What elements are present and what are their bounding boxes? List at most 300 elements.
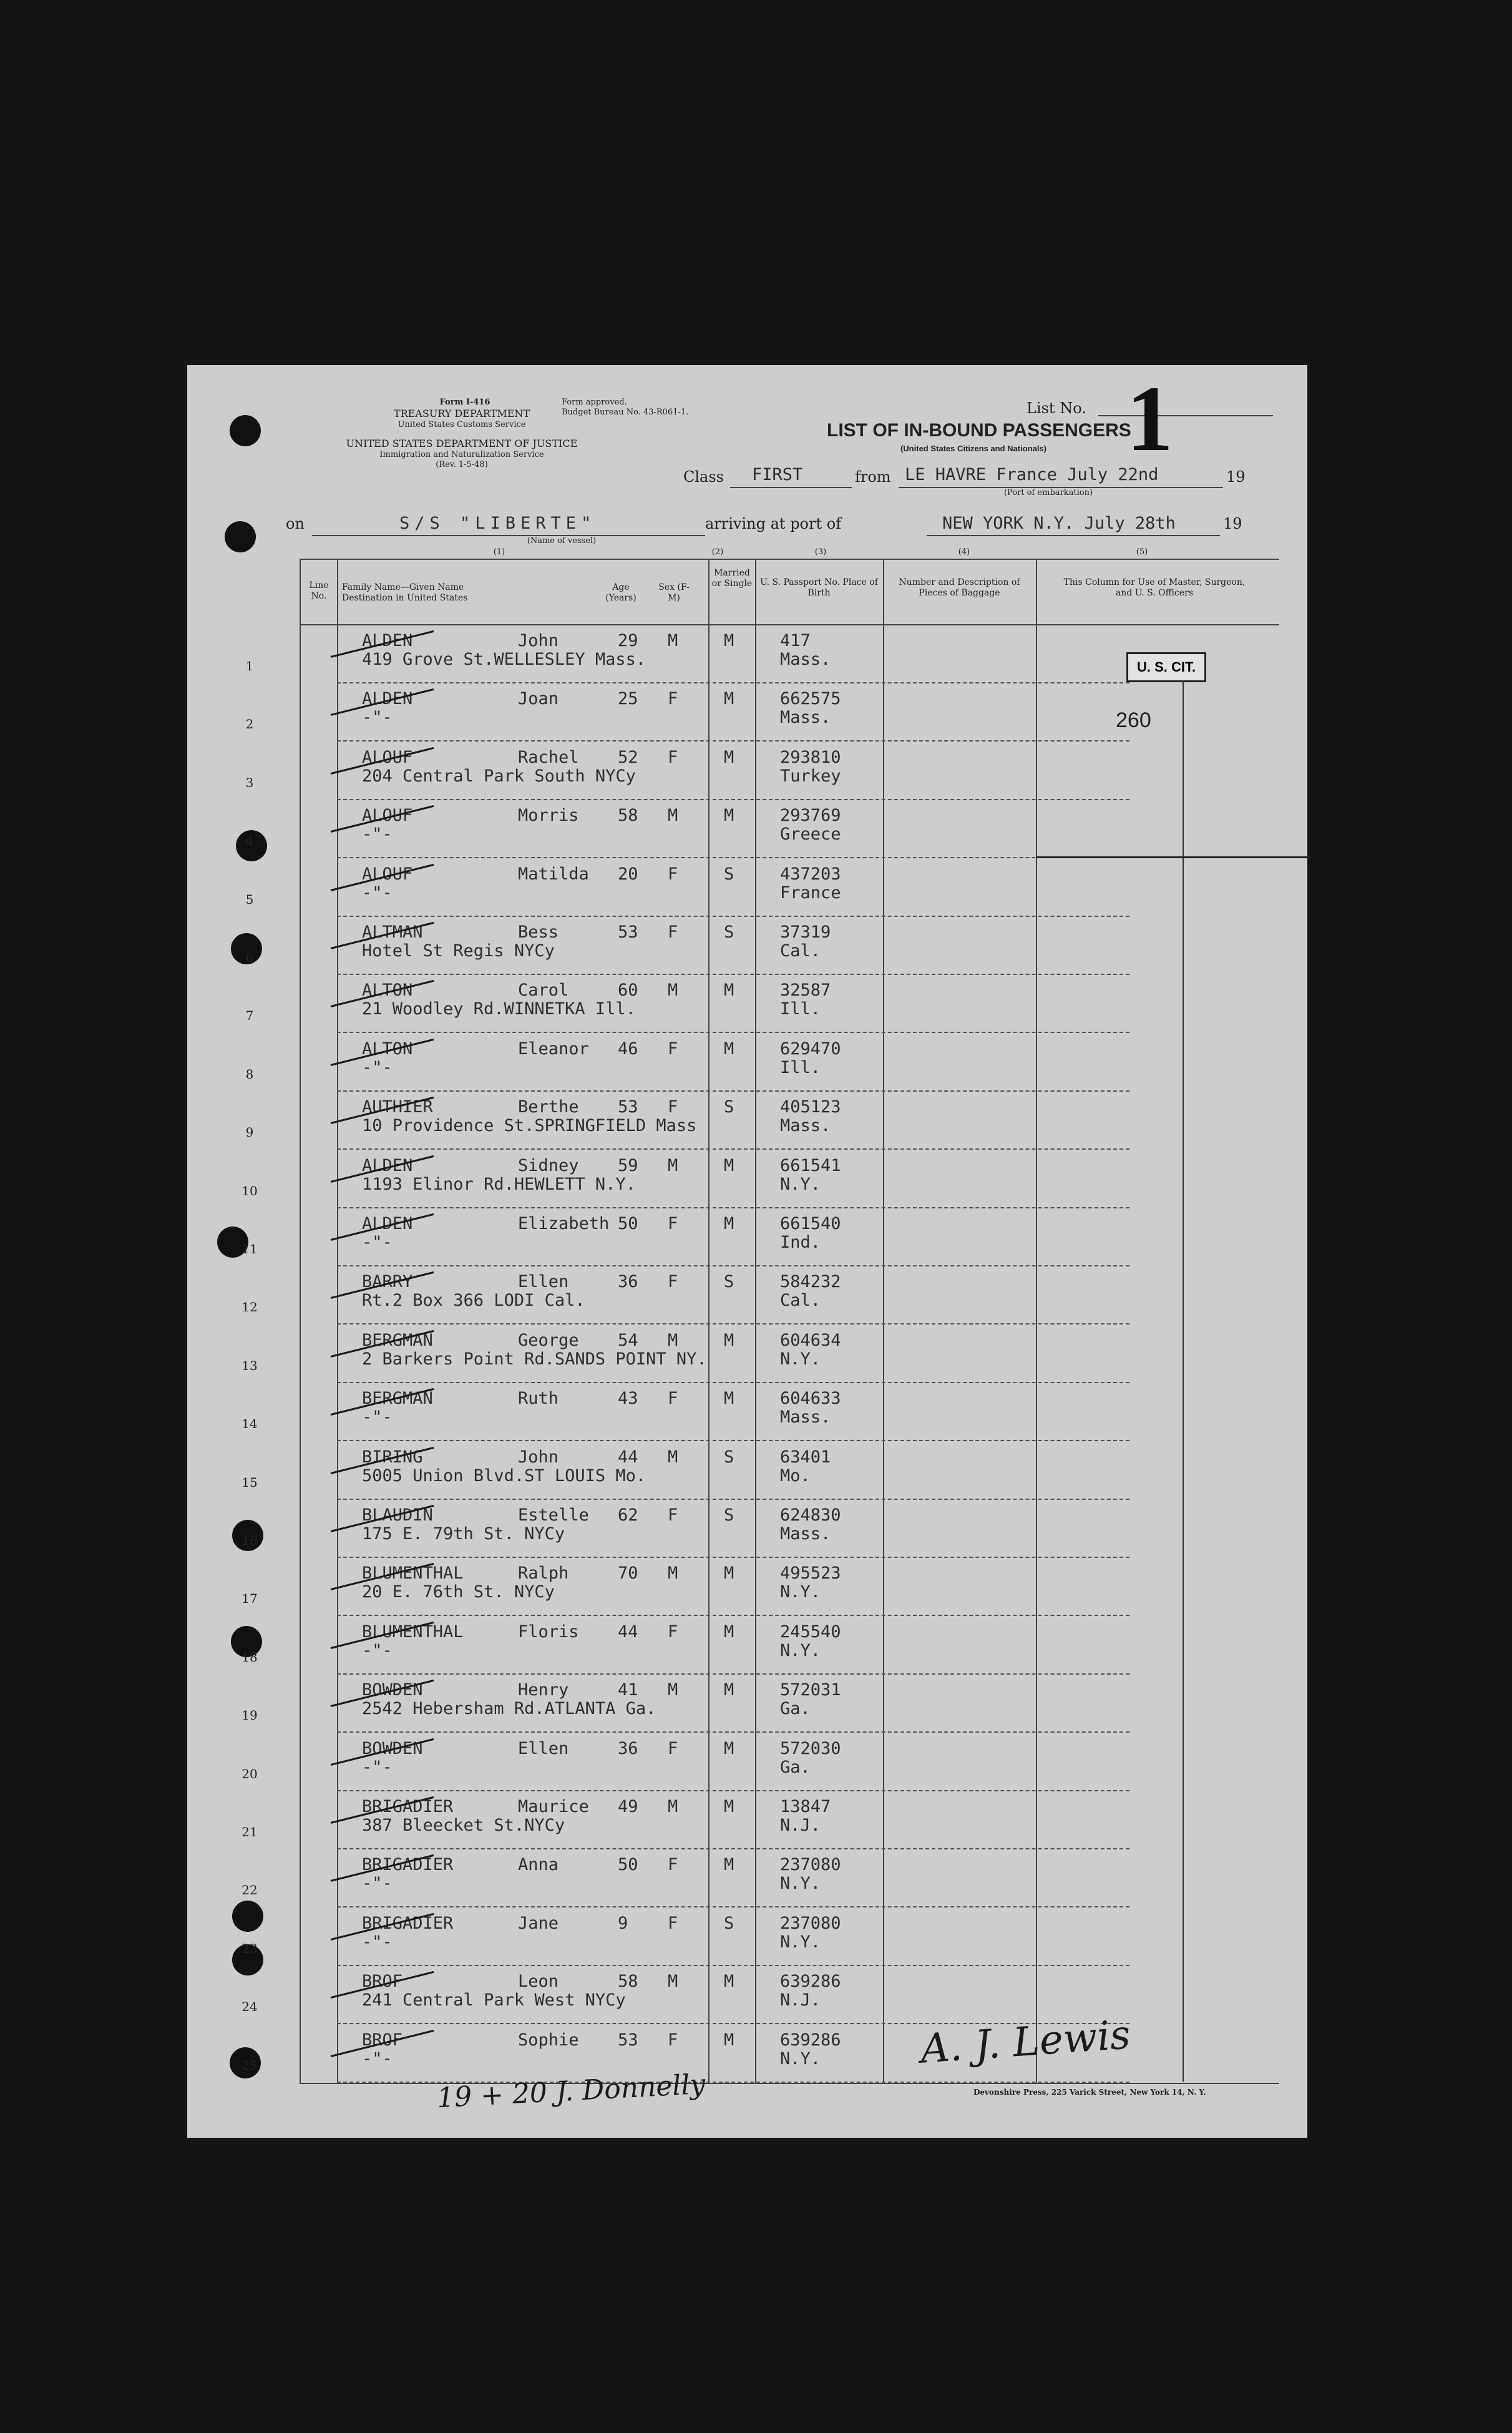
line-number: 8 [245,1066,254,1082]
age: 62 [618,1505,638,1525]
given-name: Ralph [518,1564,569,1584]
passport-no: 639286 [780,2030,841,2050]
address: 204 Central Park South NYCy [362,766,636,786]
punch-hole [232,1901,263,1932]
address: 419 Grove St.WELLESLEY Mass. [362,650,646,669]
given-name: Eleanor [518,1039,589,1059]
family-name: BARRY [362,1272,413,1292]
place-of-birth: N.Y. [780,1874,821,1894]
row-rule [337,1906,1129,1907]
justice-dept: UNITED STATES DEPARTMENT OF JUSTICE [346,438,578,449]
line-number: 7 [245,1008,254,1024]
age: 53 [618,2030,638,2050]
passport-no: 604633 [780,1389,841,1409]
line-number: 10 [241,1183,258,1198]
address: 1193 Elinor Rd.HEWLETT N.Y. [362,1174,636,1194]
row-rule [337,682,1129,683]
married-single: M [724,1389,734,1409]
married-single: S [724,864,734,884]
vessel-value: S/S "LIBERTE" [399,514,597,533]
sex: F [668,1214,678,1233]
address: -"- [362,1640,393,1660]
sex: F [668,1389,678,1409]
table-row [245,918,1323,976]
address: -"- [362,1757,393,1777]
header-sex: Sex (F-M) [658,582,690,603]
place-of-birth: France [780,883,841,903]
header-bottom-rule [300,624,1279,625]
family-name: BLAUDIN [362,1505,433,1525]
place-of-birth: Cal. [780,1291,821,1311]
age: 36 [618,1738,638,1758]
given-name: John [518,1447,559,1467]
sex: M [668,1680,678,1700]
col-num-4: (4) [958,547,970,557]
address: 387 Bleecket St.NYCy [362,1816,565,1835]
table-row [241,1734,1323,1793]
married-single: M [724,1855,734,1875]
punch-hole [230,415,261,446]
row-rule [337,1323,1129,1324]
age: 53 [618,1097,638,1117]
table-row [241,1559,1323,1617]
family-name: ALDEN [362,631,413,650]
sex: F [668,1738,678,1758]
printer-line: Devonshire Press, 225 Varick Street, New York 14, N. Y. [973,2088,1206,2097]
row-rule [337,974,1129,975]
sex: M [668,1564,678,1584]
row-rule [337,1673,1129,1675]
given-name: Bess [518,923,559,942]
row-rule [337,916,1129,917]
married-single: M [724,2030,734,2050]
table-top-rule [300,559,1279,560]
age: 20 [618,864,638,884]
place-of-birth: Mass. [780,1524,831,1544]
married-single: M [724,1155,734,1175]
line-number: 19 [241,1708,258,1723]
row-rule [337,1557,1129,1558]
officer-signature: A. J. Lewis [919,2012,1132,2073]
given-name: Rachel [518,747,579,767]
table-row [241,1267,1323,1326]
table-row [241,1442,1323,1501]
given-name: Elizabeth [518,1214,610,1233]
budget-bureau: Budget Bureau No. 43-R061-1. [562,408,689,417]
given-name: Maurice [518,1797,589,1816]
ins-service: Immigration and Naturalization Service [379,450,544,459]
place-of-birth: Ill. [780,1057,821,1077]
us-cit-stamp: U. S. CIT. [1126,652,1206,682]
address: Hotel St Regis NYCy [362,941,555,961]
place-of-birth: Greece [780,825,841,844]
age: 46 [618,1039,638,1059]
sex: F [668,689,678,709]
married-single: M [724,747,734,767]
table-row [245,1092,1323,1151]
header-officers: This Column for Use of Master, Surgeon, and U. S. Officers [1063,577,1246,598]
col-num-3: (3) [814,547,827,557]
list-no-label: List No. [1027,399,1086,417]
given-name: John [518,631,559,650]
given-name: Ruth [518,1389,559,1409]
row-rule [337,857,1129,858]
line-number: 20 [241,1766,258,1781]
line-number: 3 [245,775,254,790]
line-number: 25 [241,2057,258,2073]
year-suffix-2: 19 [1223,515,1242,532]
married-single: S [724,1097,734,1117]
punch-hole [225,521,256,552]
port-embark-caption: (Port of embarkation) [1003,488,1093,497]
address: -"- [362,1407,393,1427]
place-of-birth: Mass. [780,1116,831,1136]
family-name: BOWDEN [362,1738,423,1758]
sex: F [668,1622,678,1642]
header-name: Family Name—Given Name Destination in United States [342,582,468,603]
table-row [241,2025,1323,2084]
married-single: M [724,1797,734,1816]
sex: F [668,1097,678,1117]
address: -"- [362,1057,393,1077]
line-number: 9 [245,1125,254,1140]
officer-column-rule [1183,680,1184,2082]
row-rule [337,1032,1129,1033]
table-row [245,801,1323,859]
place-of-birth: N.Y. [780,1582,821,1602]
header-passport: U. S. Passport No. Place of Birth [760,577,878,598]
age: 44 [618,1622,638,1642]
list-no-underline [1098,415,1273,416]
line-number: 1 [245,658,254,673]
row-rule [337,1499,1129,1500]
address: 5005 Union Blvd.ST LOUIS Mo. [362,1466,646,1486]
age: 29 [618,631,638,650]
form-subtitle: (United States Citizens and Nationals) [900,444,1047,453]
place-of-birth: Cal. [780,941,821,961]
married-single: S [724,923,734,942]
address: -"- [362,708,393,728]
address: -"- [362,2049,393,2068]
line-number: 13 [241,1358,258,1373]
sex: F [668,747,678,767]
row-rule [337,1731,1129,1733]
table-row [241,1967,1323,2025]
table-row [245,743,1323,801]
given-name: Matilda [518,864,589,884]
arriving-label: arriving at port of [705,515,842,532]
form-number: Form I-416 [439,398,490,407]
place-of-birth: Ga. [780,1699,811,1719]
passport-no: 293769 [780,806,841,826]
address: -"- [362,883,393,903]
row-rule [337,1148,1129,1150]
passport-no: 629470 [780,1039,841,1059]
sex: M [668,631,678,650]
age: 50 [618,1855,638,1875]
passport-no: 572030 [780,1738,841,1758]
form-title: LIST OF IN-BOUND PASSENGERS [827,420,1131,441]
from-label: from [855,468,891,486]
given-name: Estelle [518,1505,589,1525]
married-single: M [724,1972,734,1992]
married-single: M [724,1680,734,1700]
passport-no: 245540 [780,1622,841,1642]
list-no-value: 1 [1126,367,1173,471]
given-name: Berthe [518,1097,579,1117]
family-name: BIRING [362,1447,423,1467]
place-of-birth: N.Y. [780,1349,821,1369]
sex: M [668,1972,678,1992]
passport-no: 661541 [780,1155,841,1175]
sex: M [668,1447,678,1467]
manifest-sheet [187,365,1307,2138]
line-number: 15 [241,1474,258,1490]
family-name: BERGMAN [362,1389,433,1409]
table-row [241,1151,1323,1210]
place-of-birth: Mass. [780,708,831,728]
table-row [241,1617,1323,1676]
family-name: BRIGADIER [362,1855,454,1875]
passport-no: 37319 [780,923,831,942]
age: 59 [618,1155,638,1175]
married-single: M [724,1622,734,1642]
table-row [241,1326,1323,1384]
married-single: M [724,1564,734,1584]
address: 21 Woodley Rd.WINNETKA Ill. [362,999,636,1019]
revision: (Rev. 1-5-48) [436,460,488,469]
col-num-2: (2) [711,547,724,557]
col-num-1: (1) [493,547,505,557]
age: 50 [618,1214,638,1233]
table-row [241,1850,1323,1909]
family-name: BOWDEN [362,1680,423,1700]
age: 41 [618,1680,638,1700]
family-name: ALTON [362,1039,413,1059]
sex: M [668,1330,678,1350]
row-rule [337,1790,1129,1791]
header-line-no: Line No. [309,580,329,601]
passport-no: 661540 [780,1214,841,1233]
table-row [245,859,1323,918]
line-number: 21 [241,1824,258,1839]
given-name: Ellen [518,1272,569,1292]
passport-no: 237080 [780,1913,841,1933]
row-rule [337,1382,1129,1383]
line-number: 24 [241,1999,258,2015]
table-row [241,1909,1323,1967]
family-name: ALOUF [362,747,413,767]
given-name: Anna [518,1855,559,1875]
sex: F [668,1039,678,1059]
passport-no: 624830 [780,1505,841,1525]
table-row [245,976,1323,1034]
given-name: Morris [518,806,579,826]
married-single: M [724,981,734,1001]
line-number: 12 [241,1300,258,1315]
family-name: BROF [362,1972,403,1992]
passport-no: 662575 [780,689,841,709]
age: 52 [618,747,638,767]
line-number: 5 [245,891,254,907]
age: 49 [618,1797,638,1816]
line-number: 14 [241,1416,258,1432]
family-name: ALTMAN [362,923,423,942]
header-baggage: Number and Description of Pieces of Baggage [899,577,1020,598]
line-number: 6 [245,950,254,965]
family-name: ALDEN [362,1214,413,1233]
given-name: Carol [518,981,569,1001]
sex: M [668,806,678,826]
family-name: AUTHIER [362,1097,433,1117]
officer-mark-line [1036,856,1310,858]
age: 43 [618,1389,638,1409]
line-number: 23 [241,1941,258,1956]
row-rule [337,799,1129,800]
place-of-birth: N.Y. [780,1932,821,1952]
given-name: Sophie [518,2030,579,2050]
place-of-birth: N.Y. [780,2049,821,2068]
family-name: BLUMENTHAL [362,1622,464,1642]
line-number: 4 [245,833,254,849]
address: 10 Providence St.SPRINGFIELD Mass [362,1116,697,1136]
row-rule [337,1440,1129,1441]
arriving-underline [927,535,1220,536]
table-row [241,1384,1323,1442]
line-number: 18 [241,1649,258,1665]
married-single: S [724,1505,734,1525]
family-name: ALTON [362,981,413,1001]
line-number: 16 [241,1533,258,1548]
family-name: BERGMAN [362,1330,433,1350]
address: -"- [362,1233,393,1252]
table-row [241,1675,1323,1734]
place-of-birth: Turkey [780,766,841,786]
sex: M [668,981,678,1001]
passport-no: 32587 [780,981,831,1001]
class-value: FIRST [752,465,803,484]
address: -"- [362,1874,393,1894]
address: 20 E. 76th St. NYCy [362,1582,555,1602]
given-name: Joan [518,689,559,709]
passport-no: 293810 [780,747,841,767]
given-name: Floris [518,1622,579,1642]
married-single: S [724,1913,734,1933]
age: 53 [618,923,638,942]
on-label: on [286,515,305,532]
row-rule [337,740,1129,742]
passport-no: 639286 [780,1972,841,1992]
given-name: George [518,1330,579,1350]
address: 2 Barkers Point Rd.SANDS POINT NY. [362,1349,707,1369]
age: 58 [618,806,638,826]
age: 70 [618,1564,638,1584]
age: 58 [618,1972,638,1992]
sex: M [668,1155,678,1175]
passport-no: 584232 [780,1272,841,1292]
place-of-birth: N.J. [780,1990,821,2010]
address: -"- [362,1932,393,1952]
given-name: Jane [518,1913,559,1933]
passport-no: 495523 [780,1564,841,1584]
passport-no: 437203 [780,864,841,884]
line-number: 17 [241,1591,258,1607]
line-number: 22 [241,1882,258,1898]
married-single: M [724,689,734,709]
age: 25 [618,689,638,709]
family-name: ALOUF [362,864,413,884]
given-name: Leon [518,1972,559,1992]
given-name: Henry [518,1680,569,1700]
address: 2542 Hebersham Rd.ATLANTA Ga. [362,1699,656,1719]
treasury-dept: TREASURY DEPARTMENT [393,408,530,419]
married-single: S [724,1272,734,1292]
passport-no: 63401 [780,1447,831,1467]
line-number: 11 [241,1241,258,1256]
passport-no: 405123 [780,1097,841,1117]
family-name: ALDEN [362,689,413,709]
handwritten-note: 19 + 20 J. Donnelly [436,2068,706,2115]
table-row [241,1500,1323,1559]
address: 241 Central Park West NYCy [362,1990,626,2010]
sex: F [668,1505,678,1525]
officer-number: 260 [1116,708,1151,732]
vessel-caption: (Name of vessel) [527,536,597,546]
age: 60 [618,981,638,1001]
class-underline [730,487,852,488]
place-of-birth: N.Y. [780,1640,821,1660]
table-row [241,1209,1323,1268]
header-married: Married or Single [711,568,753,589]
family-name: BRIGADIER [362,1797,454,1816]
row-rule [337,1965,1129,1966]
place-of-birth: Ind. [780,1233,821,1252]
from-value: LE HAVRE France July 22nd [905,465,1159,484]
sex: F [668,923,678,942]
sex: F [668,1272,678,1292]
married-single: M [724,631,734,650]
row-rule [337,1090,1129,1092]
header-age: Age (Years) [605,582,637,603]
married-single: M [724,1039,734,1059]
row-rule [337,1207,1129,1208]
sex: F [668,1855,678,1875]
sex: F [668,864,678,884]
col-num-5: (5) [1136,547,1148,557]
class-label: Class [683,468,724,486]
sex: F [668,2030,678,2050]
place-of-birth: Ill. [780,999,821,1019]
place-of-birth: N.J. [780,1816,821,1835]
family-name: ALOUF [362,806,413,826]
given-name: Sidney [518,1155,579,1175]
age: 36 [618,1272,638,1292]
given-name: Ellen [518,1738,569,1758]
family-name: BRIGADIER [362,1913,454,1933]
form-approved: Form approved. [562,398,627,407]
address: 175 E. 79th St. NYCy [362,1524,565,1544]
family-name: ALDEN [362,1155,413,1175]
sex: M [668,1797,678,1816]
address: Rt.2 Box 366 LODI Cal. [362,1291,585,1311]
row-rule [337,1848,1129,1849]
married-single: M [724,806,734,826]
family-name: BROF [362,2030,403,2050]
customs-service: United States Customs Service [398,420,526,429]
row-rule [337,1615,1129,1616]
passport-no: 572031 [780,1680,841,1700]
table-row [245,684,1323,743]
